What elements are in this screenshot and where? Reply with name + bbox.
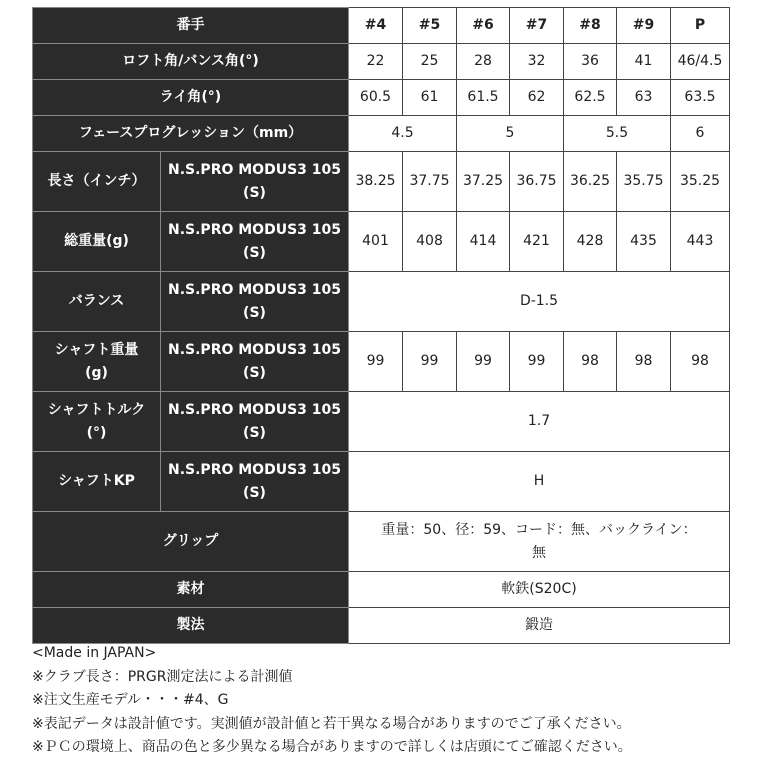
loft-cell: 36 <box>564 44 617 80</box>
length-cell: 38.25 <box>349 152 403 212</box>
loft-cell: 25 <box>403 44 457 80</box>
grip-cell: 重量：50、径：59、コード：無、バックライン： 無 <box>349 512 730 572</box>
loft-cell: 41 <box>617 44 671 80</box>
row-loft-bounce <box>33 44 730 80</box>
loft-cell: 22 <box>349 44 403 80</box>
label-shaft-kp: シャフトKP <box>33 452 161 512</box>
shaft-kp-cell: H <box>349 452 730 512</box>
length-cell: 37.75 <box>403 152 457 212</box>
row-club-number <box>33 8 730 44</box>
row-shaft-weight <box>33 332 730 392</box>
face-progression-cell: 5.5 <box>564 116 671 152</box>
balance-cell: D-1.5 <box>349 272 730 332</box>
shaft-name-label: N.S.PRO MODUS3 105 (S) <box>161 152 349 212</box>
loft-cell: 32 <box>510 44 564 80</box>
total-weight-cell: 414 <box>457 212 510 272</box>
total-weight-cell: 435 <box>617 212 671 272</box>
lie-cell: 62 <box>510 80 564 116</box>
footnotes <box>32 642 752 760</box>
club-6: #6 <box>457 8 510 44</box>
row-shaft-kp <box>33 452 730 512</box>
lie-cell: 61 <box>403 80 457 116</box>
row-length <box>33 152 730 212</box>
length-cell: 35.75 <box>617 152 671 212</box>
note-color-disclaimer: ※ＰＣの環境上、商品の色と多少異なる場合がありますので詳しくは店頭にてご確認ください。 <box>32 739 632 755</box>
note-design-values: ※表記データは設計値です。実測値が設計値と若干異なる場合がありますのでご了承ください。 <box>32 715 631 732</box>
lie-cell: 60.5 <box>349 80 403 116</box>
note-made-in: <Made in JAPAN> <box>32 645 157 661</box>
shaft-weight-cell: 99 <box>457 332 510 392</box>
row-balance <box>33 272 730 332</box>
spec-table <box>32 7 730 644</box>
total-weight-cell: 408 <box>403 212 457 272</box>
club-5: #5 <box>403 8 457 44</box>
label-length: 長さ（インチ） <box>33 152 161 212</box>
club-7: #7 <box>510 8 564 44</box>
total-weight-cell: 421 <box>510 212 564 272</box>
label-grip: グリップ <box>33 512 349 572</box>
row-lie <box>33 80 730 116</box>
row-total-weight <box>33 212 730 272</box>
note-made-to-order: ※注文生産モデル・・・#4、G <box>32 692 229 708</box>
label-club-number: 番手 <box>33 8 349 44</box>
shaft-weight-cell: 98 <box>671 332 730 392</box>
loft-cell: 28 <box>457 44 510 80</box>
label-face-progression: フェースプログレッション（mm） <box>33 116 349 152</box>
shaft-weight-cell: 99 <box>403 332 457 392</box>
lie-cell: 61.5 <box>457 80 510 116</box>
length-cell: 36.75 <box>510 152 564 212</box>
label-total-weight: 総重量(g) <box>33 212 161 272</box>
label-shaft-torque: シャフトトルク (°) <box>33 392 161 452</box>
shaft-name-label: N.S.PRO MODUS3 105 (S) <box>161 212 349 272</box>
row-grip <box>33 512 730 572</box>
total-weight-cell: 428 <box>564 212 617 272</box>
shaft-weight-cell: 99 <box>510 332 564 392</box>
length-cell: 35.25 <box>671 152 730 212</box>
row-method <box>33 608 730 644</box>
shaft-weight-cell: 98 <box>564 332 617 392</box>
note-length-method: ※クラブ長さ：PRGR測定法による計測値 <box>32 668 293 685</box>
total-weight-cell: 443 <box>671 212 730 272</box>
shaft-weight-cell: 98 <box>617 332 671 392</box>
shaft-torque-cell: 1.7 <box>349 392 730 452</box>
total-weight-cell: 401 <box>349 212 403 272</box>
label-lie: ライ角(°) <box>33 80 349 116</box>
length-cell: 36.25 <box>564 152 617 212</box>
label-material: 素材 <box>33 572 349 608</box>
club-p: P <box>671 8 730 44</box>
shaft-name-label: N.S.PRO MODUS3 105 (S) <box>161 332 349 392</box>
lie-cell: 63 <box>617 80 671 116</box>
shaft-name-label: N.S.PRO MODUS3 105 (S) <box>161 452 349 512</box>
label-balance: バランス <box>33 272 161 332</box>
row-face-progression <box>33 116 730 152</box>
label-method: 製法 <box>33 608 349 644</box>
lie-cell: 63.5 <box>671 80 730 116</box>
face-progression-cell: 5 <box>457 116 564 152</box>
club-4: #4 <box>349 8 403 44</box>
loft-cell: 46/4.5 <box>671 44 730 80</box>
material-cell: 軟鉄(S20C) <box>349 572 730 608</box>
shaft-name-label: N.S.PRO MODUS3 105 (S) <box>161 272 349 332</box>
lie-cell: 62.5 <box>564 80 617 116</box>
face-progression-cell: 6 <box>671 116 730 152</box>
row-material <box>33 572 730 608</box>
row-shaft-torque <box>33 392 730 452</box>
shaft-weight-cell: 99 <box>349 332 403 392</box>
method-cell: 鍛造 <box>349 608 730 644</box>
label-shaft-weight: シャフト重量 (g) <box>33 332 161 392</box>
face-progression-cell: 4.5 <box>349 116 457 152</box>
label-loft-bounce: ロフト角/バンス角(°) <box>33 44 349 80</box>
length-cell: 37.25 <box>457 152 510 212</box>
shaft-name-label: N.S.PRO MODUS3 105 (S) <box>161 392 349 452</box>
club-8: #8 <box>564 8 617 44</box>
club-9: #9 <box>617 8 671 44</box>
